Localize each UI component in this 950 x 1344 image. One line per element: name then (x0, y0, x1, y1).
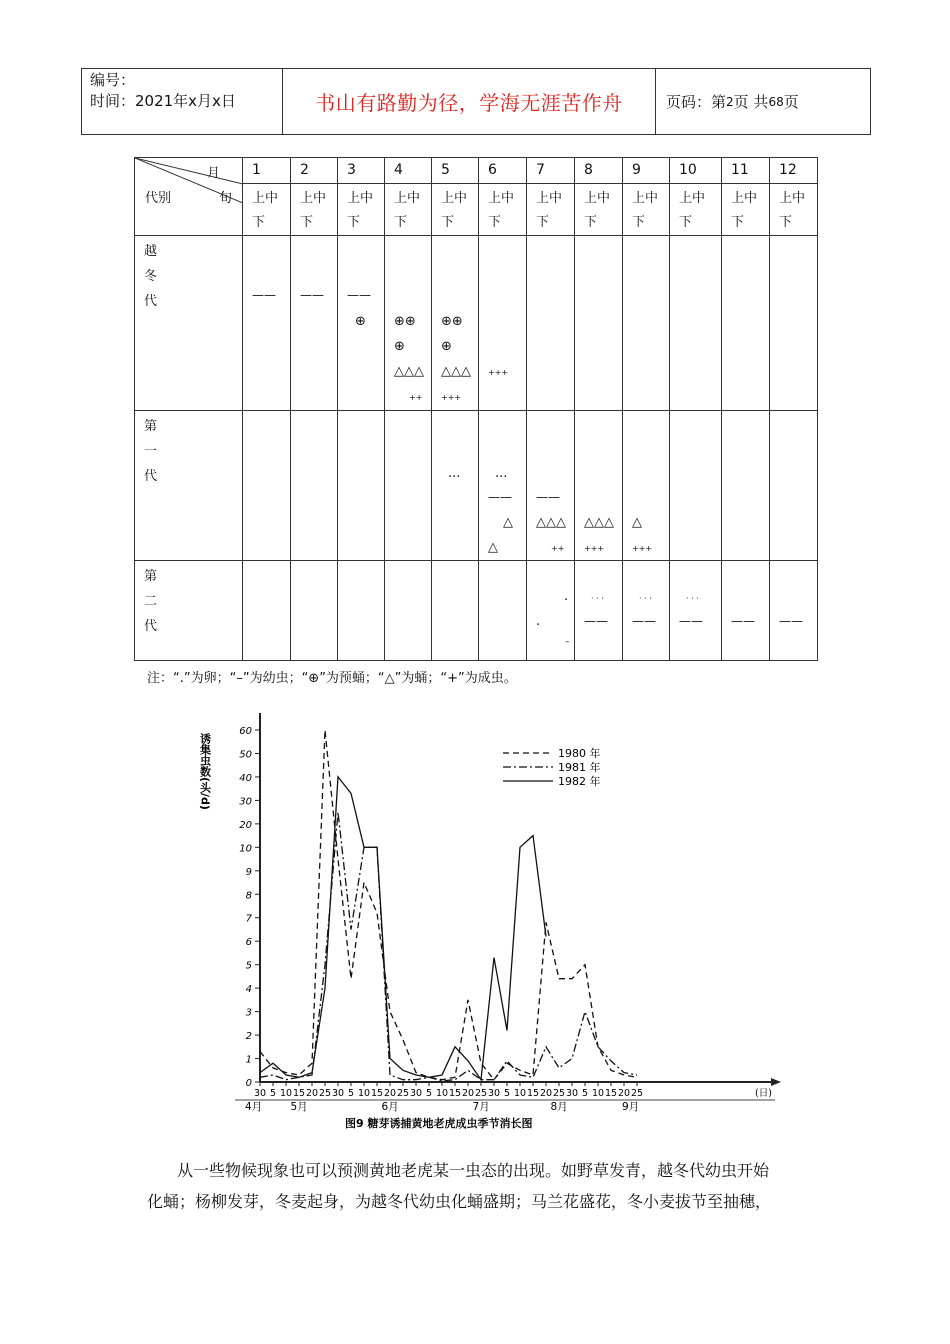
x-tick-label: 5 (347, 1088, 355, 1099)
month-label: 4月 (245, 1101, 263, 1113)
cell-m11 (722, 236, 770, 411)
month-label: 5月 (290, 1101, 308, 1113)
adult-mark: +++ (632, 544, 653, 553)
cell-m6 (479, 561, 527, 661)
pupa-mark: △△△ (536, 515, 566, 530)
second-gen-row (135, 561, 818, 661)
xun-header: 上中 下 (670, 184, 722, 236)
xun-header: 上中 下 (385, 184, 432, 236)
larva-mark: —— (584, 614, 608, 628)
x-tick-label: 10 (357, 1088, 371, 1099)
cell-m9 (623, 236, 670, 411)
header-box (81, 68, 871, 135)
cell-m4 (385, 236, 432, 411)
month-header: 12 (770, 158, 818, 184)
xun-header: 上中 下 (432, 184, 479, 236)
xun-header: 上中 下 (527, 184, 575, 236)
y-tick-label: 9 (245, 866, 252, 878)
x-tick-label: 25 (552, 1088, 566, 1099)
x-axis-arrow (771, 1078, 781, 1086)
prepupa-mark: ⊕⊕ (441, 314, 463, 329)
cell-m12 (770, 561, 818, 661)
cell-m2 (291, 236, 338, 411)
adult-mark: ++ (551, 544, 565, 553)
cell-m2 (291, 411, 338, 561)
header-motto: 书山有路勤为径，学海无涯苦作舟 (283, 69, 656, 134)
x-tick-label: 20 (617, 1088, 631, 1099)
cell-m5 (432, 561, 479, 661)
larva-mark: —— (632, 614, 656, 628)
adult-mark: +++ (441, 393, 462, 402)
cell-m9 (623, 561, 670, 661)
month-header: 7 (527, 158, 575, 184)
header-page-number (656, 69, 870, 134)
trap-catch-chart (175, 695, 785, 1135)
gen-name-overwinter: 越 冬 代 (135, 236, 243, 411)
overwinter-gen-row (135, 236, 818, 411)
cell-m7 (527, 236, 575, 411)
larva-mark: —— (536, 490, 560, 504)
legend-label: 1980 年 (558, 747, 601, 760)
y-tick-label: 5 (245, 960, 252, 972)
larva-mark: —— (488, 490, 512, 504)
cell-m9 (623, 411, 670, 561)
y-tick-label: 50 (239, 749, 252, 761)
corner-month-label: 月 (207, 166, 221, 181)
x-tick-label: 15 (604, 1088, 618, 1099)
month-header: 4 (385, 158, 432, 184)
xun-header: 上中 下 (338, 184, 385, 236)
x-tick-label: 20 (305, 1088, 319, 1099)
cell-m10 (670, 561, 722, 661)
adult-mark: +++ (584, 544, 605, 553)
x-tick-label: 30 (409, 1088, 423, 1099)
chart-title: 图9 糖芽诱捕黄地老虎成虫季节消长图 (345, 1117, 533, 1130)
xun-header: 上中 下 (575, 184, 623, 236)
egg-mark: · · · (639, 594, 652, 603)
legend-label: 1982 年 (558, 775, 601, 788)
egg-mark: ... (495, 466, 508, 481)
month-header: 6 (479, 158, 527, 184)
xun-header: 上中 下 (291, 184, 338, 236)
y-tick-label: 8 (245, 890, 252, 902)
larva-mark: —— (731, 614, 755, 628)
y-tick-label: 3 (245, 1007, 252, 1019)
doc-number-label: 编号： (90, 71, 136, 89)
x-tick-label: 15 (448, 1088, 462, 1099)
y-tick-label: 2 (245, 1031, 252, 1043)
para-line-2: 化蛹；杨柳发芽，冬麦起身，为越冬代幼虫化蛹盛期；马兰花盛花，冬小麦拔节至抽穗， (147, 1192, 772, 1211)
cell-m12 (770, 411, 818, 561)
cell-m8 (575, 561, 623, 661)
month-header: 8 (575, 158, 623, 184)
xun-header: 上中 下 (479, 184, 527, 236)
series-line-3 (260, 777, 546, 1080)
cell-m12 (770, 236, 818, 411)
page-prefix: 页码：第 (666, 93, 727, 111)
month-header: 9 (623, 158, 670, 184)
larva-mark: —— (779, 614, 803, 628)
pupa-mark: △ (503, 515, 513, 530)
x-axis-unit: (日) (755, 1088, 772, 1099)
xun-header: 上中 下 (243, 184, 291, 236)
month-label: 6月 (381, 1101, 399, 1113)
month-header: 5 (432, 158, 479, 184)
page-current: 2 (726, 94, 734, 109)
larva-mark: —— (347, 288, 371, 302)
cell-m8 (575, 236, 623, 411)
cell-m6 (479, 236, 527, 411)
x-tick-label: 30 (565, 1088, 579, 1099)
larva-mark: —— (679, 614, 703, 628)
x-tick-label: 15 (370, 1088, 384, 1099)
x-tick-label: 10 (435, 1088, 449, 1099)
x-tick-label: 30 (253, 1088, 267, 1099)
x-tick-label: 5 (581, 1088, 589, 1099)
y-axis-label: 诱集虫数(头/d) (198, 733, 212, 810)
x-tick-label: 5 (503, 1088, 511, 1099)
pupa-mark: △△△ (584, 515, 614, 530)
pupa-mark: △ (488, 540, 498, 555)
month-header: 3 (338, 158, 385, 184)
table-corner-header (135, 158, 243, 236)
cell-m5 (432, 236, 479, 411)
cell-m11 (722, 411, 770, 561)
prepupa-mark: ⊕⊕ (394, 314, 416, 329)
pupa-mark: △ (632, 515, 642, 530)
cell-m3 (338, 236, 385, 411)
pupa-mark: △△△ (441, 364, 471, 379)
page-mid: 页 共 (733, 93, 769, 111)
xun-header: 上中 下 (722, 184, 770, 236)
month-header: 11 (722, 158, 770, 184)
egg-mark: ... (448, 466, 461, 481)
cell-m3 (338, 561, 385, 661)
cell-m10 (670, 411, 722, 561)
adult-mark: +++ (488, 368, 509, 377)
gen-name-second: 第 二 代 (135, 561, 243, 661)
xun-header: 上中 下 (623, 184, 670, 236)
cell-m7 (527, 411, 575, 561)
month-label: 9月 (622, 1101, 640, 1113)
egg-mark: . (536, 614, 541, 629)
pupa-mark: △△△ (394, 364, 424, 379)
prepupa-mark: ⊕ (441, 339, 452, 354)
x-tick-label: 10 (591, 1088, 605, 1099)
month-header: 2 (291, 158, 338, 184)
cell-m5 (432, 411, 479, 561)
x-tick-label: 25 (474, 1088, 488, 1099)
month-label: 7月 (472, 1101, 490, 1113)
x-tick-label: 20 (461, 1088, 475, 1099)
x-tick-label: 20 (383, 1088, 397, 1099)
x-tick-label: 5 (269, 1088, 277, 1099)
y-tick-label: 40 (239, 772, 252, 784)
prepupa-mark: ⊕ (355, 314, 366, 329)
cell-m1 (243, 561, 291, 661)
prepupa-mark: ⊕ (394, 339, 405, 354)
phenology-table (134, 157, 818, 661)
month-label: 8月 (550, 1101, 568, 1113)
header-meta (82, 69, 283, 134)
cell-m10 (670, 236, 722, 411)
cell-m4 (385, 561, 432, 661)
larva-mark: – (565, 637, 570, 647)
legend-label: 1981 年 (558, 761, 601, 774)
x-tick-label: 25 (396, 1088, 410, 1099)
cell-m7 (527, 561, 575, 661)
month-header: 10 (670, 158, 722, 184)
x-tick-label: 20 (539, 1088, 553, 1099)
page-total: 68 (768, 94, 784, 109)
x-tick-label: 25 (318, 1088, 332, 1099)
month-header: 1 (243, 158, 291, 184)
xun-header: 上中 下 (770, 184, 818, 236)
x-tick-label: 10 (279, 1088, 293, 1099)
x-tick-label: 25 (630, 1088, 644, 1099)
y-tick-label: 30 (239, 796, 252, 808)
corner-xun-label: 旬 (219, 191, 233, 206)
corner-gen-label: 代别 (145, 191, 172, 206)
cell-m1 (243, 411, 291, 561)
cell-m1 (243, 236, 291, 411)
larva-mark: —— (300, 288, 324, 302)
cell-m2 (291, 561, 338, 661)
x-tick-label: 30 (331, 1088, 345, 1099)
larva-mark: —— (252, 288, 276, 302)
egg-mark: · · · (591, 594, 604, 603)
first-gen-row (135, 411, 818, 561)
cell-m3 (338, 411, 385, 561)
x-tick-label: 15 (292, 1088, 306, 1099)
egg-mark: . (564, 589, 569, 604)
y-tick-label: 0 (245, 1078, 252, 1089)
table-note: 注：“.”为卵；“–”为幼虫；“⊕”为预蛹；“△”为蛹；“+”为成虫。 (147, 671, 517, 686)
body-paragraph (147, 1155, 807, 1217)
gen-name-first: 第 一 代 (135, 411, 243, 561)
y-tick-label: 4 (245, 984, 252, 996)
y-tick-label: 10 (239, 843, 252, 855)
doc-time-label: 时间：2021年x月x日 (90, 92, 236, 110)
para-line-1: 从一些物候现象也可以预测黄地老虎某一虫态的出现。如野草发青，越冬代幼虫开始 (177, 1161, 770, 1180)
cell-m11 (722, 561, 770, 661)
x-tick-label: 10 (513, 1088, 527, 1099)
y-tick-label: 60 (239, 726, 252, 737)
cell-m6 (479, 411, 527, 561)
cell-m4 (385, 411, 432, 561)
x-tick-label: 5 (425, 1088, 433, 1099)
page-suffix: 页 (783, 93, 799, 111)
x-tick-label: 30 (487, 1088, 501, 1099)
y-tick-label: 6 (245, 937, 252, 949)
cell-m8 (575, 411, 623, 561)
x-tick-label: 15 (526, 1088, 540, 1099)
egg-mark: · · · (686, 594, 699, 603)
y-tick-label: 7 (245, 913, 252, 925)
y-tick-label: 1 (245, 1054, 252, 1066)
y-tick-label: 20 (239, 819, 252, 831)
adult-mark: ++ (409, 393, 423, 402)
